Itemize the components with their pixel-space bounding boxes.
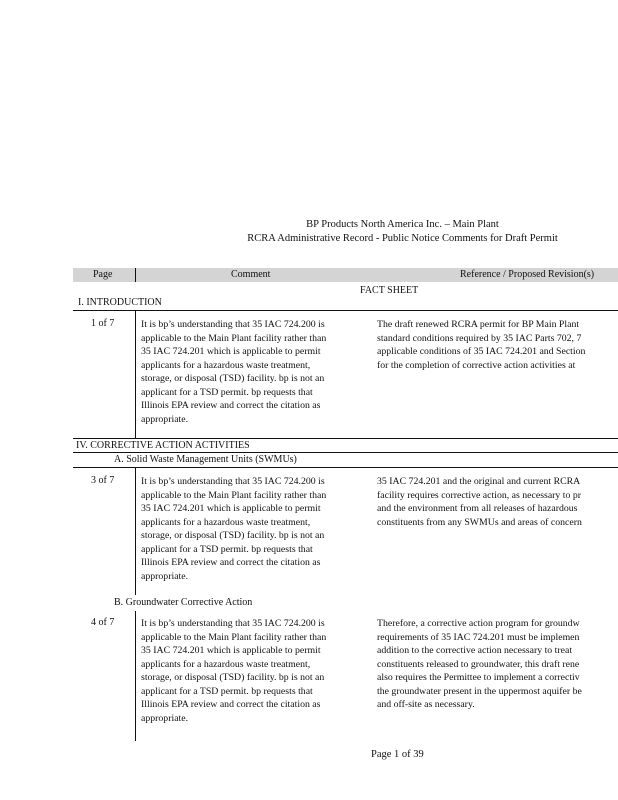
row-3-column-divider [135, 611, 136, 741]
header-divider [135, 268, 136, 282]
column-header-reference: Reference / Proposed Revision(s) [460, 269, 595, 280]
row-1-column-divider [135, 310, 136, 438]
section-corrective-action: IV. CORRECTIVE ACTION ACTIVITIES [76, 440, 250, 451]
row-divider [73, 310, 618, 311]
section-introduction: I. INTRODUCTION [78, 297, 162, 308]
table-header [73, 268, 618, 282]
row-1-comment: It is bp’s understanding that 35 IAC 724.200 is applicable to the Main Plant facility rather than 35 IAC 724.201 which is applicable to permit applicants for a hazardous waste treatment, storage, or disposal (TSD) facility. bp is not an applicant for a TSD permit. bp requests that Illinois EPA review and correct the citation as appropriate. [141, 319, 327, 425]
row-divider [73, 438, 618, 439]
row-3-reference: Therefore, a corrective action program for groundw requirements of 35 IAC 724.201 must be implemen addition to the corrective action necessary to treat constituents released to groundwater, this draft rene also requires the Permittee to implement a correctiv the groundwater present in the uppermost aquifer be and off-site as necessary. [377, 618, 582, 710]
row-divider [73, 452, 618, 453]
row-2-column-divider [135, 467, 136, 595]
section-swmu: A. Solid Waste Management Units (SWMUs) [114, 454, 297, 465]
row-3-comment: It is bp’s understanding that 35 IAC 724.200 is applicable to the Main Plant facility rather than 35 IAC 724.201 which is applicable to permit applicants for a hazardous waste treatment, storage, or disposal (TSD) facility. bp is not an applicant for a TSD permit. bp requests that Illinois EPA review and correct the citation as appropriate. [141, 618, 327, 724]
row-2-reference: 35 IAC 724.201 and the original and current RCRA facility requires corrective action, as necessary to pr and the environment from all releases of hazardous constituents from any SWMUs and areas of concern [377, 476, 582, 528]
section-fact-sheet: FACT SHEET [360, 285, 419, 296]
row-divider [73, 467, 618, 468]
column-header-comment: Comment [231, 269, 271, 280]
row-1-reference: The draft renewed RCRA permit for BP Main Plant standard conditions required by 35 IAC Parts 702, 7 applicable conditions of 35 IAC 724.201 and Section for the completion of corrective action activities at [377, 319, 586, 371]
document-subtitle: RCRA Administrative Record - Public Notice Comments for Draft Permit [247, 233, 558, 244]
row-2-page: 3 of 7 [91, 475, 115, 486]
row-2-comment: It is bp’s understanding that 35 IAC 724.200 is applicable to the Main Plant facility rather than 35 IAC 724.201 which is applicable to permit applicants for a hazardous waste treatment, storage, or disposal (TSD) facility. bp is not an applicant for a TSD permit. bp requests that Illinois EPA review and correct the citation as appropriate. [141, 476, 327, 582]
row-1-page: 1 of 7 [91, 318, 115, 329]
column-header-page: Page [93, 269, 113, 280]
row-3-page: 4 of 7 [91, 617, 115, 628]
document-title: BP Products North America Inc. – Main Plant [306, 219, 499, 230]
page-number: Page 1 of 39 [371, 749, 424, 760]
section-groundwater: B. Groundwater Corrective Action [114, 597, 253, 608]
